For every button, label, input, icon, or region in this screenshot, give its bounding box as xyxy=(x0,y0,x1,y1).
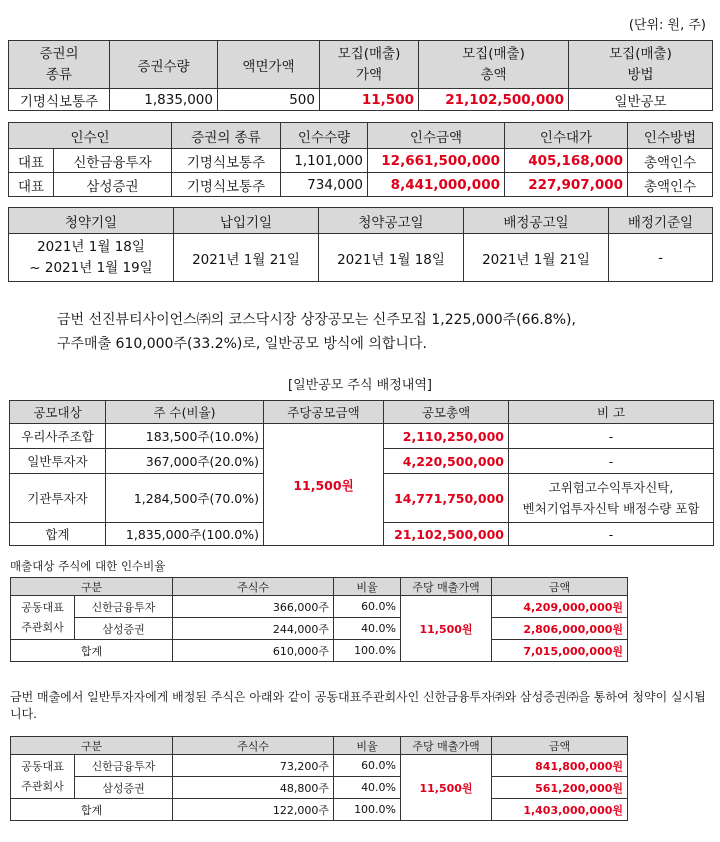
schedule-table xyxy=(8,207,713,282)
cell-offer-price: 11,500 xyxy=(320,89,419,111)
cell-quantity: 1,835,000 xyxy=(110,89,218,111)
cell-price-per-share: 11,500원 xyxy=(264,424,384,546)
cell-par-value: 500 xyxy=(218,89,320,111)
cell-total-label: 합계 xyxy=(10,523,106,546)
header-shares: 주식수 xyxy=(173,737,334,755)
header-offer-total: 모집(매출) 총액 xyxy=(419,41,569,89)
cell-shares-ratio: 183,500주(10.0%) xyxy=(106,424,264,449)
paragraph-line: 구주매출 610,000주(33.2%)로, 일반공모 방식에 의합니다. xyxy=(57,336,427,352)
header-subscription-date: 청약기일 xyxy=(9,208,174,234)
header-amount: 금액 xyxy=(492,578,628,596)
total-row xyxy=(11,640,628,662)
offering-summary-paragraph xyxy=(57,308,707,356)
cell-group: 공동대표 주관회사 xyxy=(11,755,75,799)
cell-shares: 73,200주 xyxy=(173,755,334,777)
cell-ratio: 40.0% xyxy=(334,777,401,799)
cell-allotment-record-date: - xyxy=(609,234,713,282)
retail-sale-header-row xyxy=(11,737,628,755)
allocation-title: [일반공모 주식 배정내역] xyxy=(288,378,432,393)
underwriters-header-row xyxy=(9,123,713,149)
header-underwrite-qty: 인수수량 xyxy=(281,123,368,149)
table-row xyxy=(10,424,714,449)
header-sale-price: 주당 매출가액 xyxy=(401,737,492,755)
header-category: 구분 xyxy=(11,578,173,596)
table-row xyxy=(9,149,713,173)
cell-company: 신한금융투자 xyxy=(75,596,173,618)
header-amount: 금액 xyxy=(492,737,628,755)
cell-target: 일반투자자 xyxy=(10,449,106,474)
cell-total-shares: 122,000주 xyxy=(173,799,334,821)
header-ratio: 비율 xyxy=(334,578,401,596)
table-row xyxy=(9,234,713,282)
cell-amount: 8,441,000,000 xyxy=(368,173,505,197)
cell-remarks: 고위험고수익투자신탁, 벤처기업투자신탁 배정수량 포함 xyxy=(509,474,714,523)
cell-amount: 4,209,000,000원 xyxy=(492,596,628,618)
paragraph-line: 금번 선진뷰티사이언스㈜의 코스닥시장 상장공모는 신주모집 1,225,000주(66.8%), xyxy=(57,312,576,328)
table-row xyxy=(11,777,628,799)
table-row xyxy=(11,755,628,777)
cell-underwriter: 신한금융투자 xyxy=(54,149,172,173)
cell-amount: 2,806,000,000원 xyxy=(492,618,628,640)
header-target: 공모대상 xyxy=(10,401,106,424)
header-quantity: 증권수량 xyxy=(110,41,218,89)
cell-group: 공동대표 주관회사 xyxy=(11,596,75,640)
cell-shares: 48,800주 xyxy=(173,777,334,799)
cell-offer-total: 21,102,500,000 xyxy=(419,89,569,111)
cell-security-type: 기명식보통주 xyxy=(172,173,281,197)
cell-payment-date: 2021년 1월 21일 xyxy=(174,234,319,282)
header-price-per-share: 주당공모금액 xyxy=(264,401,384,424)
unit-note: (단위: 원, 주) xyxy=(628,18,706,33)
schedule-header-row xyxy=(9,208,713,234)
table-row xyxy=(11,596,628,618)
table-row xyxy=(9,89,713,111)
cell-ratio: 60.0% xyxy=(334,596,401,618)
cell-total: 14,771,750,000 xyxy=(384,474,509,523)
cell-total-shares: 1,835,000주(100.0%) xyxy=(106,523,264,546)
header-allotment-notice-date: 배정공고일 xyxy=(464,208,609,234)
cell-shares: 244,000주 xyxy=(173,618,334,640)
allocation-header-row xyxy=(10,401,714,424)
header-category: 구분 xyxy=(11,737,173,755)
cell-method: 총액인수 xyxy=(628,149,713,173)
cell-subscription-notice-date: 2021년 1월 18일 xyxy=(319,234,464,282)
header-underwrite-fee: 인수대가 xyxy=(505,123,628,149)
cell-remarks: - xyxy=(509,449,714,474)
cell-allotment-notice-date: 2021년 1월 21일 xyxy=(464,234,609,282)
cell-total-remarks: - xyxy=(509,523,714,546)
header-subscription-notice-date: 청약공고일 xyxy=(319,208,464,234)
header-underwriter: 인수인 xyxy=(9,123,172,149)
cell-total-amount: 7,015,000,000원 xyxy=(492,640,628,662)
cell-security-type: 기명식보통주 xyxy=(172,149,281,173)
header-sale-price: 주당 매출가액 xyxy=(401,578,492,596)
header-allotment-record-date: 배정기준일 xyxy=(609,208,713,234)
cell-total-amount: 21,102,500,000 xyxy=(384,523,509,546)
cell-ratio: 60.0% xyxy=(334,755,401,777)
underwriters-table xyxy=(8,122,713,197)
header-offer-method: 모집(매출) 방법 xyxy=(569,41,713,89)
header-ratio: 비율 xyxy=(334,737,401,755)
header-offer-price: 모집(매출) 가액 xyxy=(320,41,419,89)
cell-offer-method: 일반공모 xyxy=(569,89,713,111)
cell-role: 대표 xyxy=(9,149,54,173)
retail-sale-paragraph: 금번 매출에서 일반투자자에게 배정된 주식은 아래와 같이 공동대표주관회사인 신한금융투자㈜와 삼성증권㈜을 통하여 청약이 실시됩니다. xyxy=(10,690,706,721)
cell-total-amount: 1,403,000,000원 xyxy=(492,799,628,821)
table-row xyxy=(9,173,713,197)
header-remarks: 비 고 xyxy=(509,401,714,424)
cell-fee: 405,168,000 xyxy=(505,149,628,173)
cell-underwriter: 삼성증권 xyxy=(54,173,172,197)
cell-qty: 734,000 xyxy=(281,173,368,197)
cell-company: 삼성증권 xyxy=(75,618,173,640)
cell-role: 대표 xyxy=(9,173,54,197)
offering-table xyxy=(8,40,713,111)
cell-subscription-date: 2021년 1월 18일 ~ 2021년 1월 19일 xyxy=(9,234,174,282)
cell-amount: 12,661,500,000 xyxy=(368,149,505,173)
total-row xyxy=(11,799,628,821)
cell-method: 총액인수 xyxy=(628,173,713,197)
cell-qty: 1,101,000 xyxy=(281,149,368,173)
header-underwrite-method: 인수방법 xyxy=(628,123,713,149)
cell-total-label: 합계 xyxy=(11,799,173,821)
cell-company: 신한금융투자 xyxy=(75,755,173,777)
cell-security-type: 기명식보통주 xyxy=(9,89,110,111)
cell-target: 우리사주조합 xyxy=(10,424,106,449)
header-par-value: 액면가액 xyxy=(218,41,320,89)
allocation-table xyxy=(9,400,714,546)
cell-total: 2,110,250,000 xyxy=(384,424,509,449)
header-payment-date: 납입기일 xyxy=(174,208,319,234)
sale-ratio-header-row xyxy=(11,578,628,596)
retail-sale-table xyxy=(10,736,628,821)
cell-sale-price: 11,500원 xyxy=(401,596,492,662)
table-row xyxy=(11,618,628,640)
cell-company: 삼성증권 xyxy=(75,777,173,799)
sale-ratio-table xyxy=(10,577,628,662)
cell-total-ratio: 100.0% xyxy=(334,640,401,662)
cell-fee: 227,907,000 xyxy=(505,173,628,197)
cell-remarks: - xyxy=(509,424,714,449)
header-security-type: 증권의 종류 xyxy=(172,123,281,149)
cell-total: 4,220,500,000 xyxy=(384,449,509,474)
header-shares-ratio: 주 수(비율) xyxy=(106,401,264,424)
cell-sale-price: 11,500원 xyxy=(401,755,492,821)
header-shares: 주식수 xyxy=(173,578,334,596)
cell-amount: 841,800,000원 xyxy=(492,755,628,777)
cell-amount: 561,200,000원 xyxy=(492,777,628,799)
cell-total-label: 합계 xyxy=(11,640,173,662)
cell-target: 기관투자자 xyxy=(10,474,106,523)
cell-shares-ratio: 367,000주(20.0%) xyxy=(106,449,264,474)
header-underwrite-amount: 인수금액 xyxy=(368,123,505,149)
header-total: 공모총액 xyxy=(384,401,509,424)
cell-ratio: 40.0% xyxy=(334,618,401,640)
header-security-type: 증권의 종류 xyxy=(9,41,110,89)
sale-ratio-caption: 매출대상 주식에 대한 인수비율 xyxy=(10,559,166,573)
offering-header-row xyxy=(9,41,713,89)
cell-total-ratio: 100.0% xyxy=(334,799,401,821)
cell-total-shares: 610,000주 xyxy=(173,640,334,662)
cell-shares-ratio: 1,284,500주(70.0%) xyxy=(106,474,264,523)
cell-shares: 366,000주 xyxy=(173,596,334,618)
